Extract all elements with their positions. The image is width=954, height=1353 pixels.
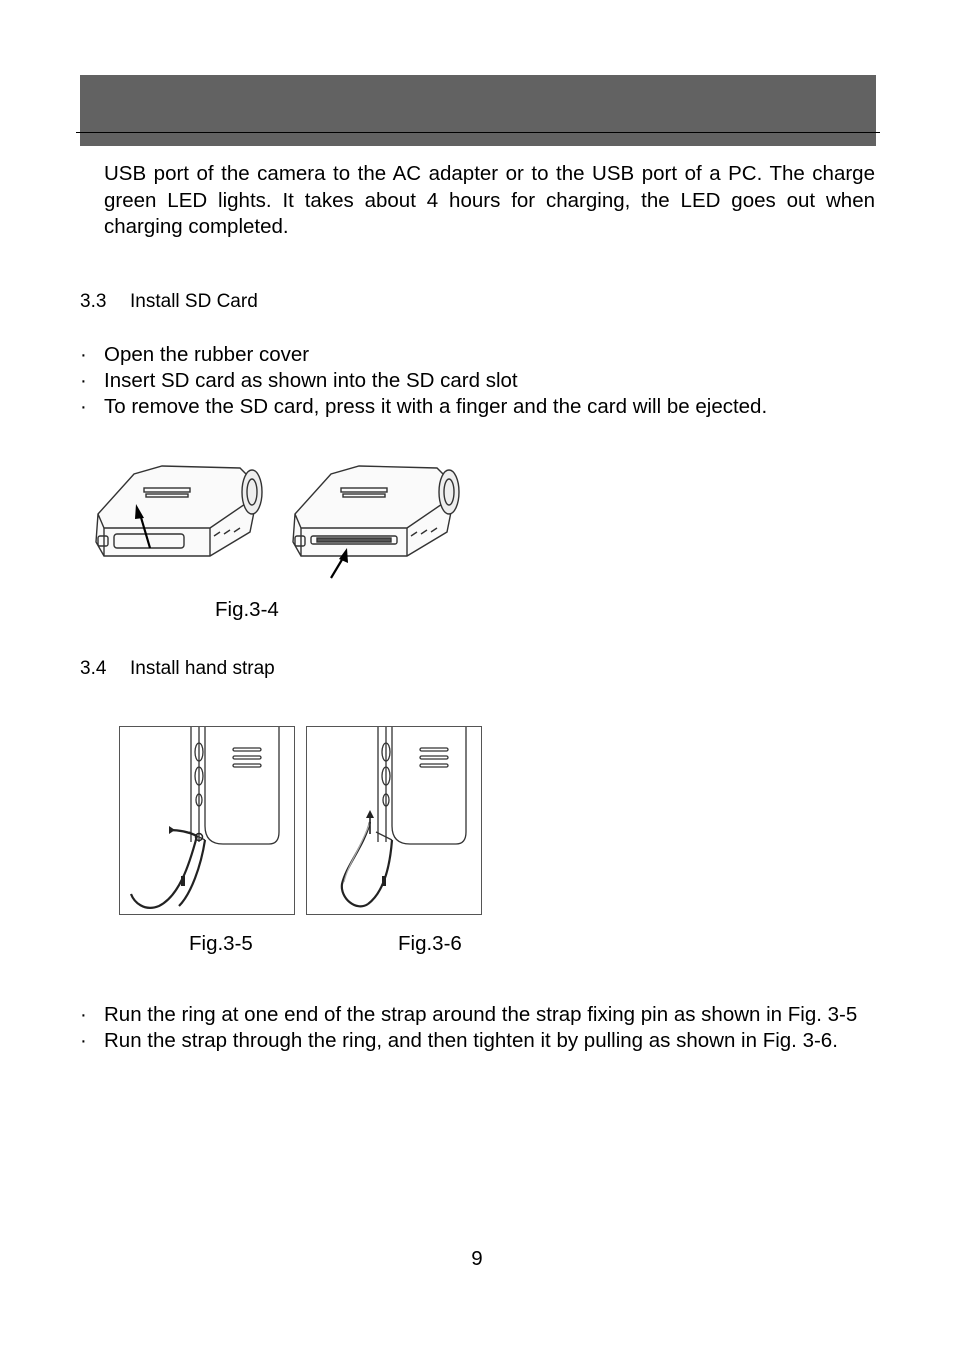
hand-strap-steps xyxy=(80,1002,885,1054)
list-item: · To remove the SD card, press it with a finger and the card will be ejected. xyxy=(80,395,768,418)
camera-sd-slot-illustration xyxy=(289,462,465,582)
camera-rubber-cover-illustration xyxy=(92,462,268,562)
section-title: Install hand strap xyxy=(130,658,275,679)
strap-tighten-illustration xyxy=(306,726,482,915)
section-number: 3.4 xyxy=(80,658,107,679)
intro-paragraph: USB port of the camera to the AC adapter or to the USB port of a PC. The charge green LED lights. It takes about 4 hours for charging, the LED goes out when charging completed. xyxy=(104,162,875,238)
page-number: 9 xyxy=(471,1247,483,1270)
bullet-dot: · xyxy=(80,1003,87,1026)
figure-caption-3-6: Fig.3-6 xyxy=(398,932,462,955)
bullet-dot: · xyxy=(80,1029,87,1052)
list-item: · Open the rubber cover xyxy=(80,343,310,366)
section-3-3-heading xyxy=(80,291,258,313)
list-item: · Insert SD card as shown into the SD card slot xyxy=(80,369,518,392)
bullet-dot: · xyxy=(80,369,87,392)
figure-caption-3-5: Fig.3-5 xyxy=(189,932,253,955)
header-band xyxy=(80,75,876,146)
bullet-dot: · xyxy=(80,395,87,418)
sd-card-steps xyxy=(80,342,767,420)
figure-caption-3-4: Fig.3-4 xyxy=(215,598,279,621)
section-number: 3.3 xyxy=(80,291,107,312)
list-item: · Run the ring at one end of the strap around the strap fixing pin as shown in Fig. 3-5 xyxy=(80,1003,858,1026)
bullet-dot: · xyxy=(80,343,87,366)
list-item: · Run the strap through the ring, and then tighten it by pulling as shown in Fig. 3-6. xyxy=(80,1029,838,1052)
section-title: Install SD Card xyxy=(130,291,258,312)
section-3-4-heading xyxy=(80,658,275,680)
strap-ring-illustration xyxy=(119,726,295,915)
header-rule xyxy=(76,132,880,133)
